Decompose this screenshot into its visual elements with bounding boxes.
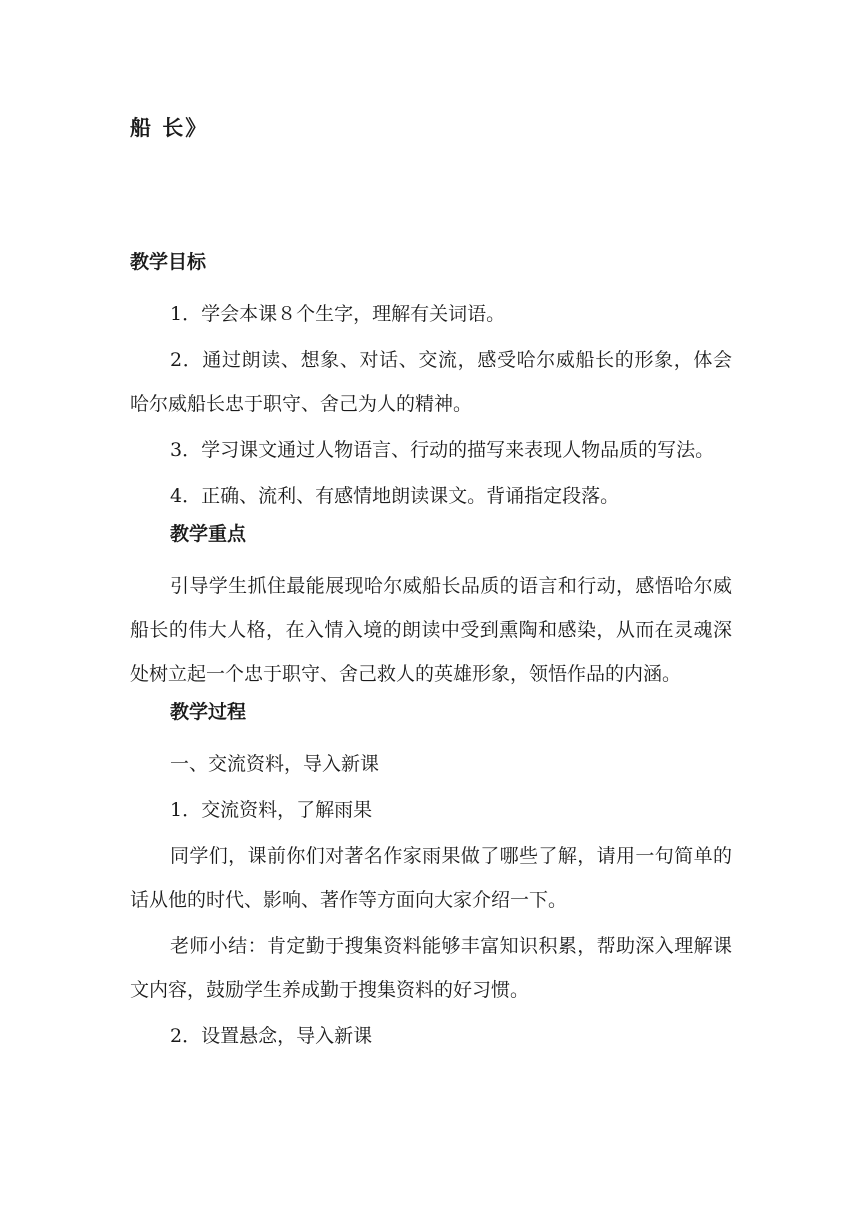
- goal-item-3: 3．学习课文通过人物语言、行动的描写来表现人物品质的写法。: [170, 439, 715, 461]
- section-heading-goals: 教学目标: [130, 251, 207, 273]
- process-step-1: 一、交流资料，导入新课: [170, 753, 380, 775]
- goal-item-1: 1．学会本课８个生字，理解有关词语。: [170, 303, 506, 325]
- goal-item-2: 2．通过朗读、想象、对话、交流，感受哈尔威船长的形象，体会哈尔威船长忠于职守、舍己为人的精神。: [130, 349, 732, 415]
- process-paragraph-2: 老师小结：肯定勤于搜集资料能够丰富知识积累，帮助深入理解课文内容，鼓励学生养成勤于搜集资料的好习惯。: [130, 935, 732, 1001]
- process-step-1-1: 1．交流资料，了解雨果: [170, 799, 373, 821]
- process-step-1-2: 2．设置悬念，导入新课: [170, 1025, 373, 1047]
- document-body: [130, 246, 732, 1060]
- key-paragraph: 引导学生抓住最能展现哈尔威船长品质的语言和行动，感悟哈尔威船长的伟大人格，在入情入境的朗读中受到熏陶和感染，从而在灵魂深处树立起一个忠于职守、舍己救人的英雄形象，领悟作品的内涵。: [130, 575, 732, 685]
- document-title: 船 长》: [130, 115, 209, 140]
- section-heading-key: 教学重点: [170, 523, 247, 545]
- section-heading-process: 教学过程: [170, 701, 247, 723]
- goal-item-4: 4．正确、流利、有感情地朗读课文。背诵指定段落。: [170, 485, 620, 507]
- process-paragraph-1: 同学们，课前你们对著名作家雨果做了哪些了解，请用一句简单的话从他的时代、影响、著作等方面向大家介绍一下。: [130, 845, 732, 911]
